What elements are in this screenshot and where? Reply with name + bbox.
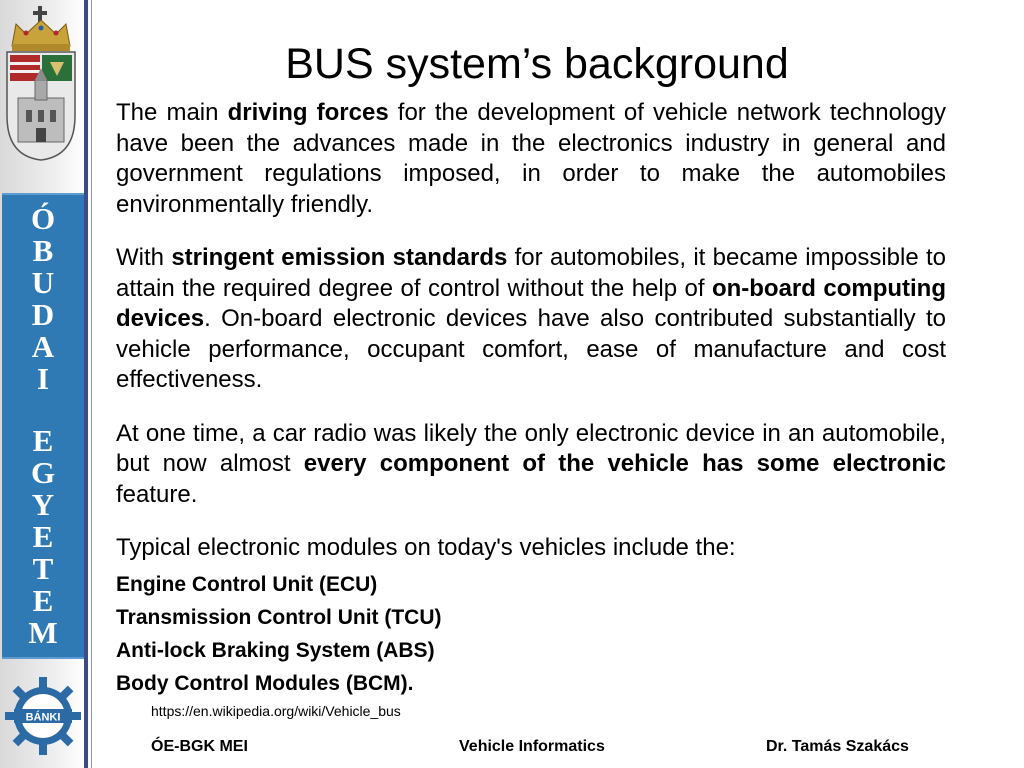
source-link[interactable]: https://en.wikipedia.org/wiki/Vehicle_bus [151,703,401,719]
body-text: At one time, a car radio was likely the only electronic device in an automobile, but now almost [116,419,946,477]
banki-gear-logo-icon [4,676,82,756]
slide-content [116,98,946,700]
banner-letter: M [28,615,58,650]
banner-letter: I [36,361,50,396]
body-text: for the development of vehicle network technology have been the advances made in the electronics industry in general and government regulations imposed, in order to make the automobiles environmentally friendly. [116,99,946,218]
paragraph [116,98,946,220]
sidebar-rule [84,0,88,768]
banner-letter: U [31,265,55,300]
banner-letter: E [32,519,54,554]
body-text: feature. [116,480,198,508]
module-item: Transmission Control Unit (TCU) [116,605,442,629]
emphasis-text: stringent emission standards [171,244,508,271]
banner-letter: T [32,551,54,586]
module-item: Engine Control Unit (ECU) [116,572,378,596]
banner-letter: E [32,583,54,618]
university-banner [2,193,84,659]
banner-letter: D [31,297,55,332]
banner-letter: Ó [30,201,56,236]
banner-letter: A [31,329,55,364]
body-text: The main [116,99,228,126]
body-text: With [116,244,172,271]
body-text: for automobiles, it became impossible to attain the required degree of control without the help of [116,244,947,302]
banner-letter: B [32,233,54,268]
footer-center: Vehicle Informatics [459,738,605,755]
module-item: Anti-lock Braking System (ABS) [116,638,435,662]
banner-letter: G [30,455,56,490]
module-item: Body Control Modules (BCM). [116,671,414,695]
sidebar-rule-thin [91,0,92,768]
paragraph [116,243,946,396]
body-text: . On-board electronic devices have also contributed substantially to vehicle performance, occupant comfort, ease of manufacture and cost effectiveness. [116,305,946,393]
footer-left: ÓE-BGK MEI [151,738,248,755]
banner-letter: Y [31,487,55,522]
paragraph [116,419,946,511]
modules-lead: Typical electronic modules on today's vehicles include the: [116,534,736,561]
footer-right: Dr. Tamás Szakács [766,738,909,755]
emphasis-text: on-board computing devices [116,274,947,332]
slide-title: BUS system’s background [285,40,789,88]
crest-icon [2,6,80,162]
logo-text: BÁNKI [25,711,61,724]
emphasis-text: every component of the vehicle has some electronic [303,450,946,477]
banner-letter: E [32,423,54,458]
emphasis-text: driving forces [227,99,389,126]
